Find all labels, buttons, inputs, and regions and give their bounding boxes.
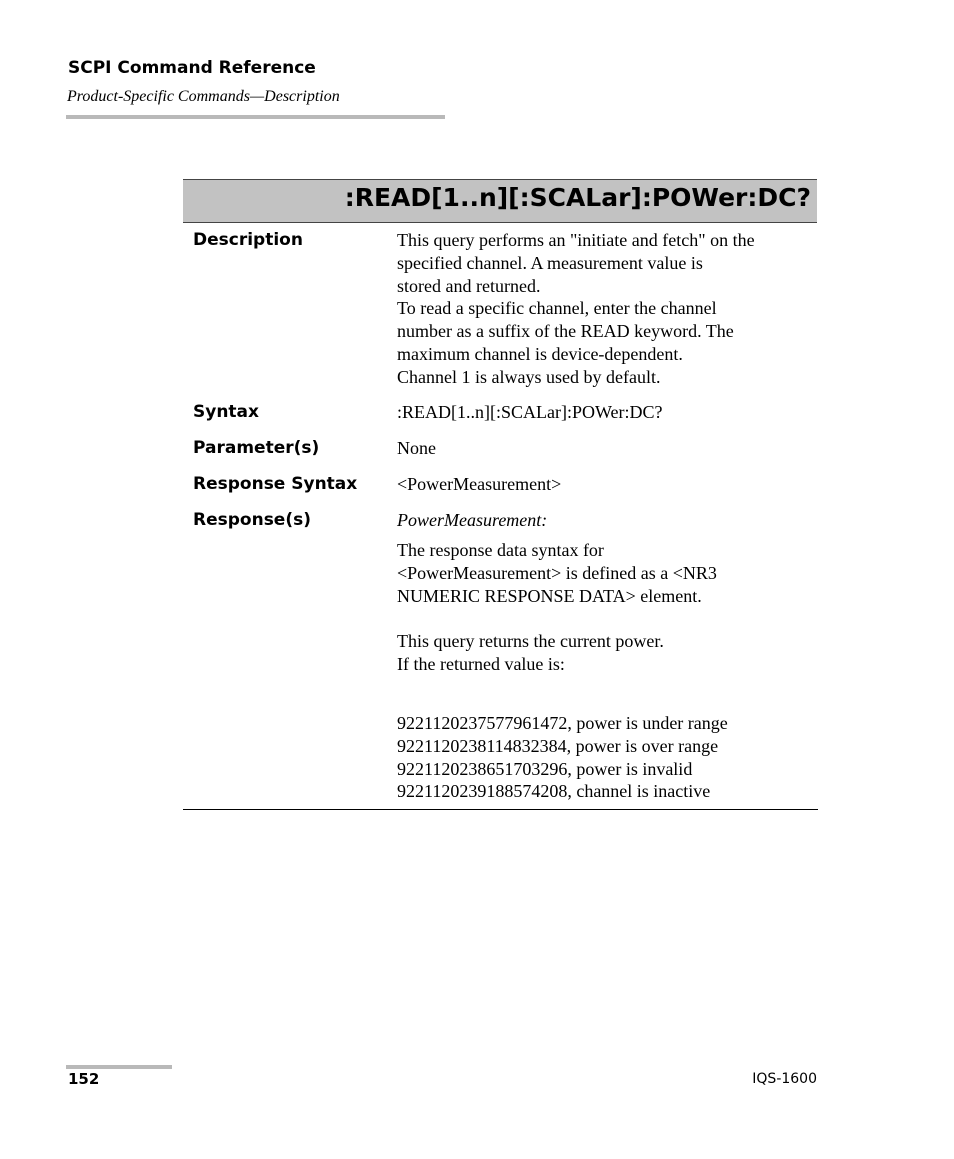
response-syntax-label: Response Syntax bbox=[193, 474, 358, 494]
product-name: IQS-1600 bbox=[752, 1071, 817, 1087]
command-title-bar bbox=[183, 179, 817, 223]
response-query-note bbox=[397, 630, 817, 676]
response-value-line: 9221120238651703296, power is invalid bbox=[397, 758, 693, 779]
response-definition bbox=[397, 539, 817, 607]
description-line: To read a specific channel, enter the channel bbox=[397, 298, 717, 319]
response-value-line: 9221120239188574208, channel is inactive bbox=[397, 781, 711, 802]
command-title: :READ[1..n][:SCALar]:POWer:DC? bbox=[344, 183, 811, 212]
page-number: 152 bbox=[68, 1070, 100, 1088]
description-line: maximum channel is device-dependent. bbox=[397, 343, 683, 364]
description-line: number as a suffix of the READ keyword. The bbox=[397, 321, 734, 342]
response-query-line: If the returned value is: bbox=[397, 653, 565, 674]
header-title: SCPI Command Reference bbox=[68, 58, 316, 78]
description-line: specified channel. A measurement value is bbox=[397, 252, 703, 273]
parameters-value: None bbox=[397, 438, 436, 458]
syntax-label: Syntax bbox=[193, 402, 259, 422]
syntax-value: :READ[1..n][:SCALar]:POWer:DC? bbox=[397, 402, 663, 422]
response-name: PowerMeasurement: bbox=[397, 510, 548, 530]
header-rule bbox=[66, 115, 445, 119]
response-definition-line: The response data syntax for bbox=[397, 540, 604, 560]
response-value-line: 9221120237577961472, power is under range bbox=[397, 713, 728, 733]
response-definition-line: <PowerMeasurement> is defined as a <NR3 bbox=[397, 562, 717, 583]
description-line: stored and returned. bbox=[397, 275, 541, 296]
footer-rule bbox=[66, 1065, 172, 1069]
description-line: This query performs an "initiate and fetch" on the bbox=[397, 230, 755, 250]
header-subtitle: Product-Specific Commands—Description bbox=[67, 88, 340, 105]
description-label: Description bbox=[193, 230, 303, 250]
responses-label: Response(s) bbox=[193, 510, 311, 530]
response-syntax-value: <PowerMeasurement> bbox=[397, 474, 562, 494]
response-query-line: This query returns the current power. bbox=[397, 631, 664, 651]
response-value-line: 9221120238114832384, power is over range bbox=[397, 735, 719, 756]
response-value-list bbox=[397, 712, 817, 803]
response-definition-line: NUMERIC RESPONSE DATA> element. bbox=[397, 585, 702, 606]
table-end-rule bbox=[183, 809, 818, 810]
description-line: Channel 1 is always used by default. bbox=[397, 366, 661, 387]
description-text bbox=[397, 229, 817, 389]
parameters-label: Parameter(s) bbox=[193, 438, 320, 458]
